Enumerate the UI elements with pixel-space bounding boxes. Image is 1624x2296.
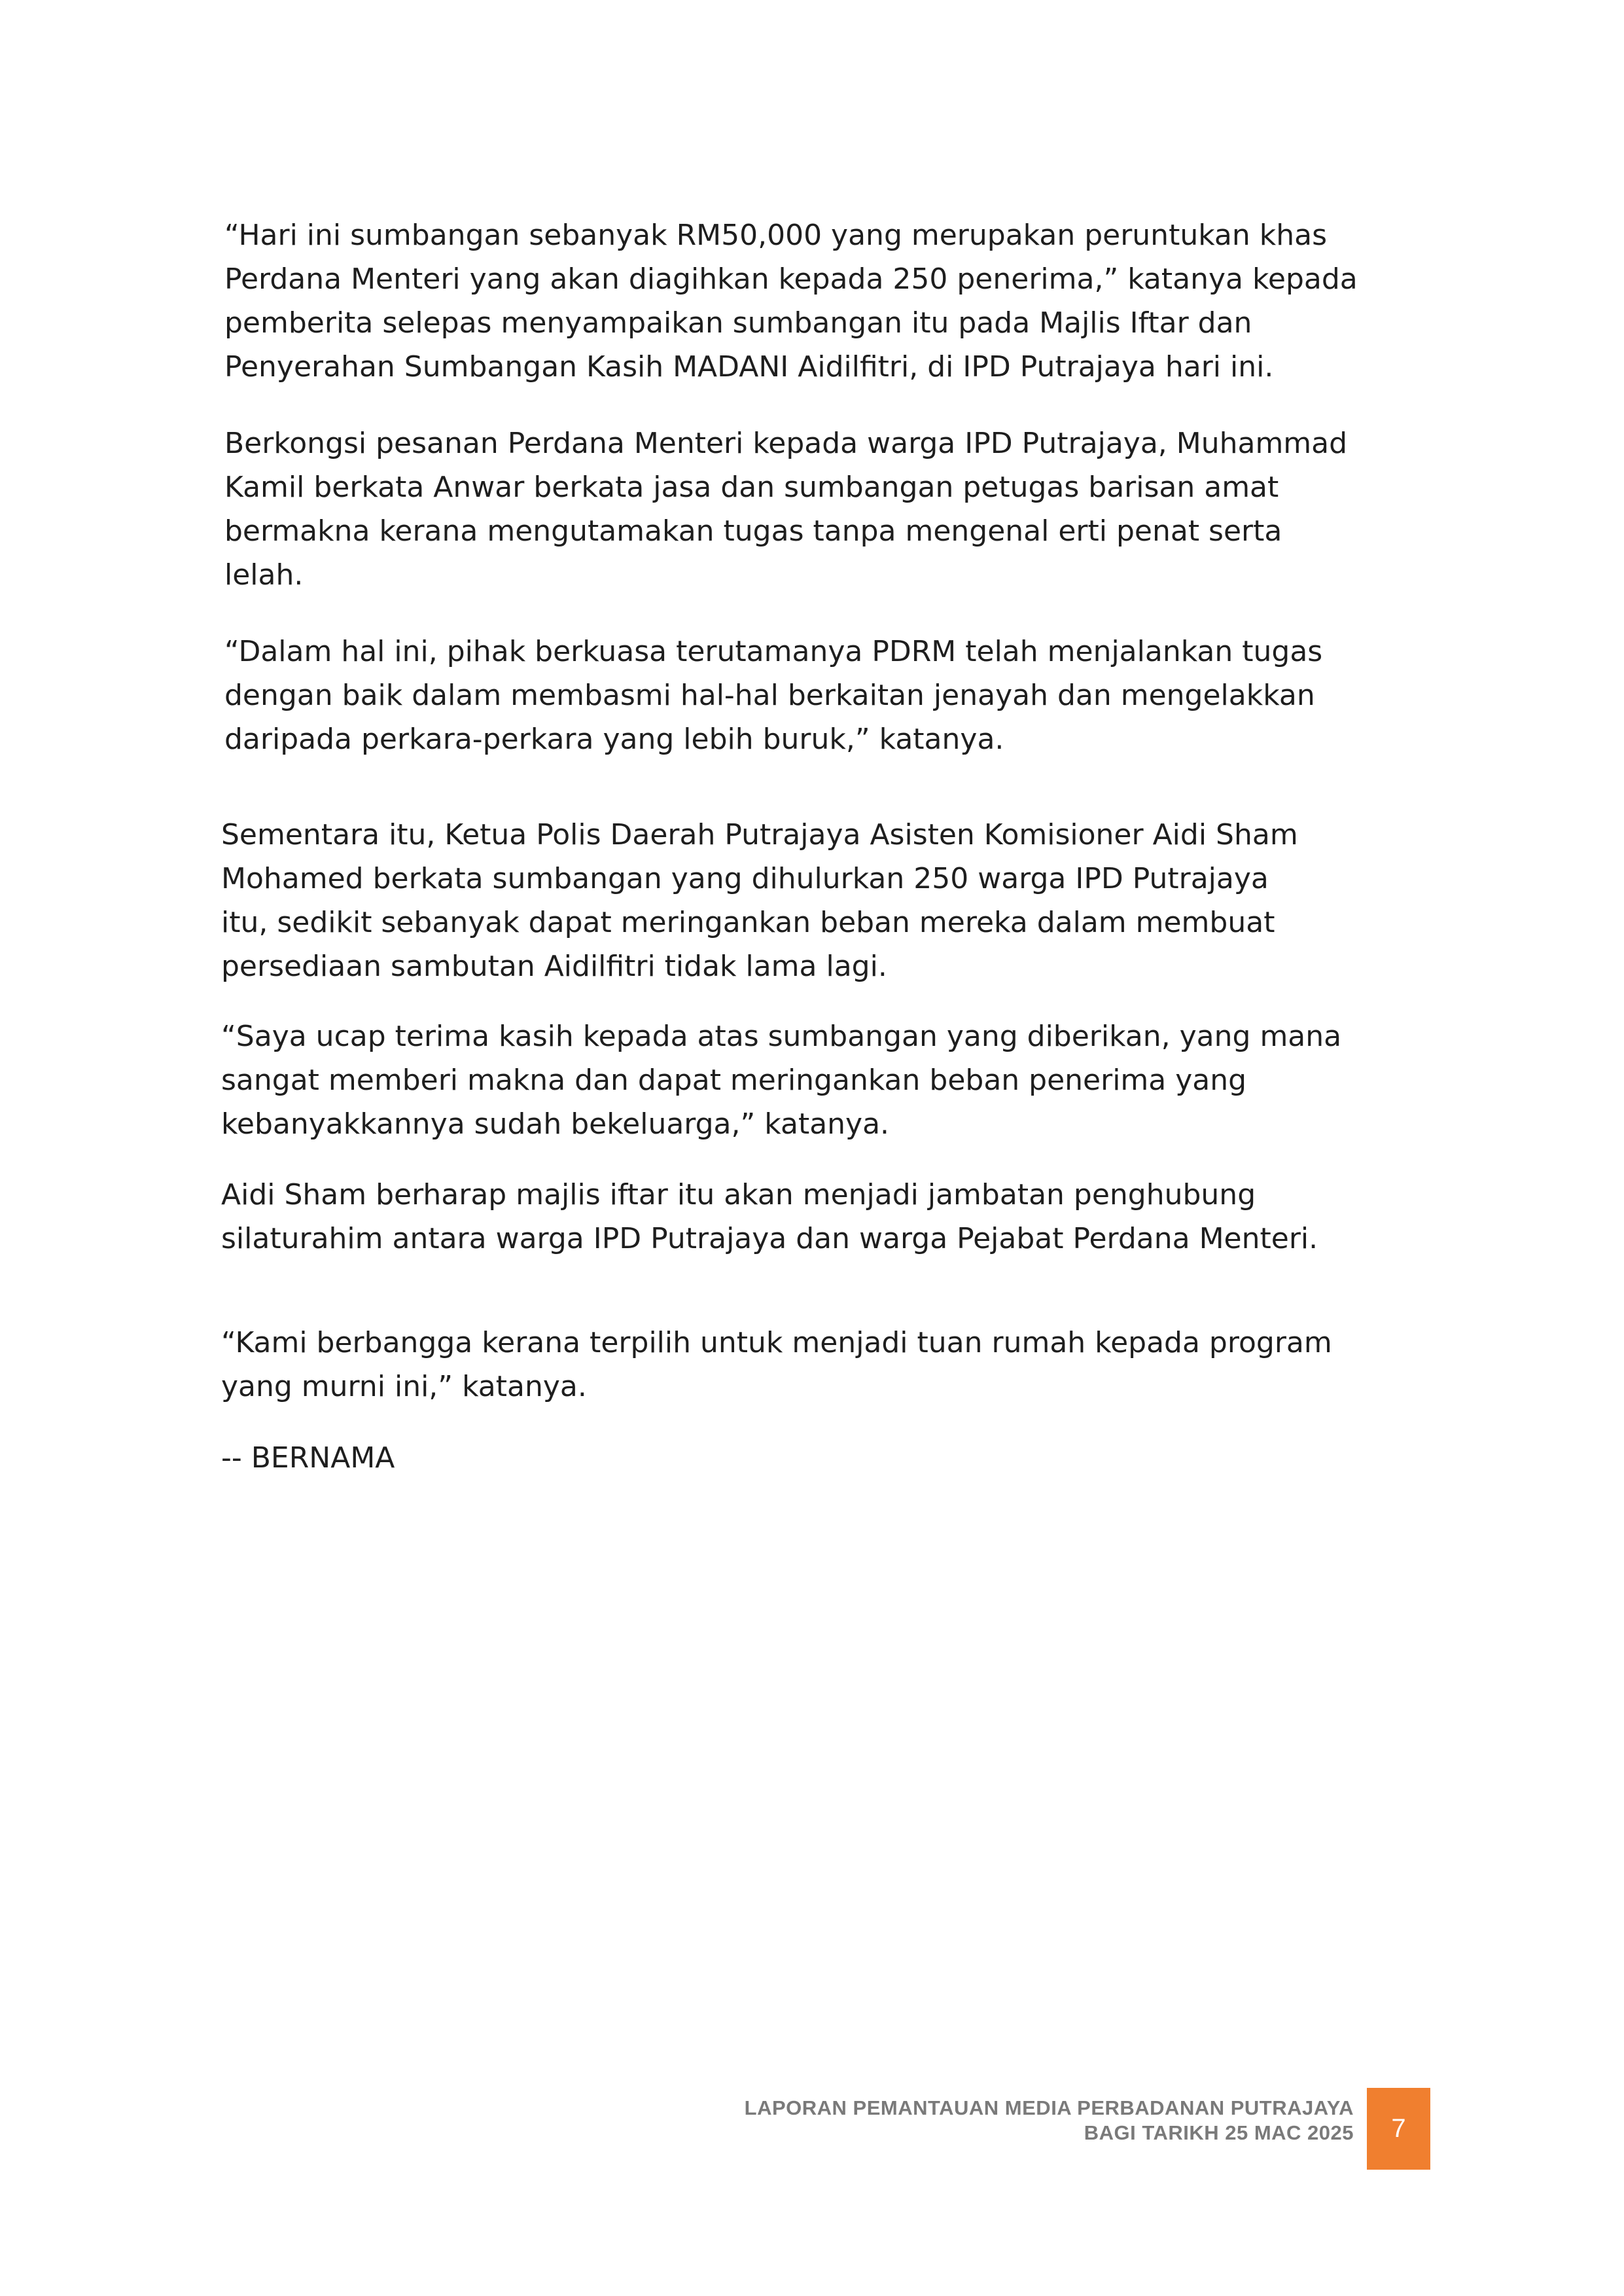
paragraph-line: Kamil berkata Anwar berkata jasa dan sumbangan petugas barisan amat: [224, 471, 1279, 504]
footer-line-2: BAGI TARIKH 25 MAC 2025: [1084, 2121, 1354, 2144]
paragraph-line: “Saya ucap terima kasih kepada atas sumbangan yang diberikan, yang mana: [221, 1020, 1342, 1053]
paragraph-line: pemberita selepas menyampaikan sumbangan itu pada Majlis Iftar dan: [224, 306, 1252, 340]
article-paragraph: [221, 1014, 1341, 1146]
paragraph-line: “Dalam hal ini, pihak berkuasa terutamanya PDRM telah menjalankan tugas: [224, 635, 1323, 668]
paragraph-line: yang murni ini,” katanya.: [221, 1370, 587, 1403]
paragraph-line: sangat memberi makna dan dapat meringankan beban penerima yang: [221, 1064, 1247, 1097]
article-paragraph: [224, 422, 1347, 597]
paragraph-line: Perdana Menteri yang akan diagihkan kepada 250 penerima,” katanya kepada: [224, 262, 1358, 296]
paragraph-line: persediaan sambutan Aidilfitri tidak lama lagi.: [221, 950, 887, 983]
paragraph-line: silaturahim antara warga IPD Putrajaya dan warga Pejabat Perdana Menteri.: [221, 1222, 1318, 1255]
paragraph-line: itu, sedikit sebanyak dapat meringankan beban mereka dalam membuat: [221, 906, 1275, 939]
paragraph-line: Berkongsi pesanan Perdana Menteri kepada warga IPD Putrajaya, Muhammad: [224, 427, 1348, 460]
article-paragraph: [221, 1321, 1332, 1408]
paragraph-line: “Hari ini sumbangan sebanyak RM50,000 yang merupakan peruntukan khas: [224, 219, 1327, 252]
paragraph-line: “Kami berbangga kerana terpilih untuk menjadi tuan rumah kepada program: [221, 1326, 1332, 1359]
paragraph-line: dengan baik dalam membasmi hal-hal berkaitan jenayah dan mengelakkan: [224, 679, 1315, 712]
paragraph-line: Sementara itu, Ketua Polis Daerah Putrajaya Asisten Komisioner Aidi Sham: [221, 818, 1298, 852]
paragraph-line: Mohamed berkata sumbangan yang dihulurkan 250 warga IPD Putrajaya: [221, 862, 1269, 895]
article-byline: [221, 1436, 395, 1480]
article-paragraph: [221, 813, 1298, 988]
article-paragraph: [224, 630, 1322, 761]
paragraph-line: kebanyakkannya sudah bekeluarga,” katanya.: [221, 1107, 890, 1141]
byline-text: -- BERNAMA: [221, 1441, 395, 1475]
paragraph-line: bermakna kerana mengutamakan tugas tanpa mengenal erti penat serta: [224, 514, 1282, 548]
paragraph-line: Aidi Sham berharap majlis iftar itu akan menjadi jambatan penghubung: [221, 1178, 1256, 1211]
paragraph-line: Penyerahan Sumbangan Kasih MADANI Aidilfitri, di IPD Putrajaya hari ini.: [224, 350, 1274, 384]
article-paragraph: [224, 213, 1358, 389]
footer-line-1: LAPORAN PEMANTAUAN MEDIA PERBADANAN PUTRAJAYA: [744, 2096, 1354, 2119]
paragraph-line: lelah.: [224, 558, 304, 592]
article-paragraph: [221, 1173, 1318, 1261]
page-number: 7: [1391, 2114, 1406, 2143]
paragraph-line: daripada perkara-perkara yang lebih buruk,” katanya.: [224, 723, 1004, 756]
